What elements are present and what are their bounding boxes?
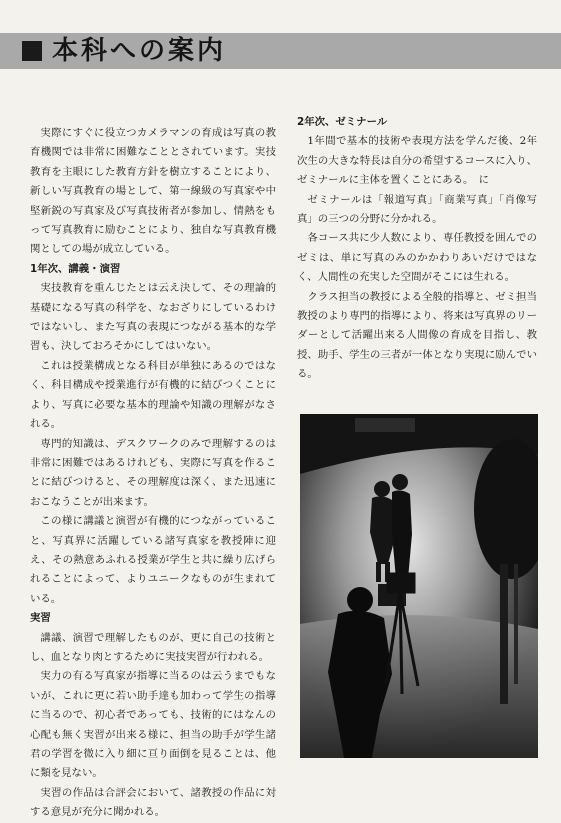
paragraph: 講議、演習で理解したものが、更に自己の技術とし、血となり肉とするために実技実習が行われる。 — [30, 631, 276, 663]
paragraph: 専門的知識は、デスクワークのみで理解するのは非常に困難ではあるけれども、実際に写真を作ることに結びつけると、その理解度は深く、また迅速におこなうことが出来ます。 — [30, 437, 276, 508]
paragraph: 実習の作品は合評会において、諸教授の作品に対する意見が充分に聞かれる。 — [30, 786, 276, 819]
right-column — [297, 113, 537, 385]
paragraph: この様に講議と演習が有機的につながっていること、写真界に活躍している諸写真家を教授陣に迎え、その熱意あふれる授業が学生と共に繰り広げられることによって、よりユニークなものが生まれている。 — [30, 515, 276, 605]
title-square-mark — [22, 41, 42, 61]
page-title: 本科への案内 — [52, 36, 227, 66]
section-heading-first-year: 1年次、講義・演習 — [30, 262, 121, 275]
section-heading-practice: 実習 — [30, 612, 51, 625]
section-heading-second-year: 2年次、ゼミナール — [297, 116, 388, 128]
left-column — [30, 124, 276, 823]
paragraph: ゼミナールは「報道写真」「商業写真」「肖像写真」の三つの分野に分かれる。 — [297, 193, 537, 226]
paragraph: 各コース共に少人数により、専任教授を囲んでのゼミは、単に写真のみのかかわりあいだけではなく、人間性の充実した空間がそこには生れる。 — [297, 232, 537, 284]
paragraph: 実力の有る写真家が指導に当るのは云うまでもないが、これに更に若い助手達も加わって学生の指導に当るので、初心者であっても、技術的にはなんの心配も無く実習が出来る様に、担当の助手が学生諸君の学習を微に入り細に亘り面倒を見ることは、他に類を見ない。 — [30, 670, 276, 780]
paragraph: 1年間で基本的技術や表現方法を学んだ後、2年次生の大きな特長は自分の希望するコースに入り、ゼミナールに主体を置くことにある。 に — [297, 135, 537, 187]
title-bar — [0, 33, 561, 69]
intro-paragraph: 実際にすぐに役立つカメラマンの育成は写真の教育機関では非常に困難なこととされています。実技教育を主眼にした教育方針を樹立することにより、新しい写真教育の場として、第一線級の写真家や中堅新鋭の写真家及び写真技術者が参加し、情熱をもって写真教育に励むことにより、独自な写真教育機関としての場が成立している。 — [30, 127, 276, 256]
paragraph: 実技教育を重んじたとは云え決して、その理論的基礎になる写真の科学を、なおざりにしているわけではないし、また写真の表現につながる基本的な学習も、決しておろそかにしてはいない。 — [30, 282, 276, 353]
studio-photo — [300, 414, 538, 758]
paragraph: これは授業構成となる科目が単独にあるのではなく、科目構成や授業進行が有機的に結びつくことにより、写真に必要な基本的理論や知識の理解がなされる。 — [30, 359, 276, 431]
paragraph: クラス担当の教授による全般的指導と、ゼミ担当教授のより専門的指導により、将来は写真界のリーダーとして活躍出来る人間像の育成を目指し、教授、助手、学生の三者が一体となり実現に励んでいる。 — [297, 290, 537, 381]
